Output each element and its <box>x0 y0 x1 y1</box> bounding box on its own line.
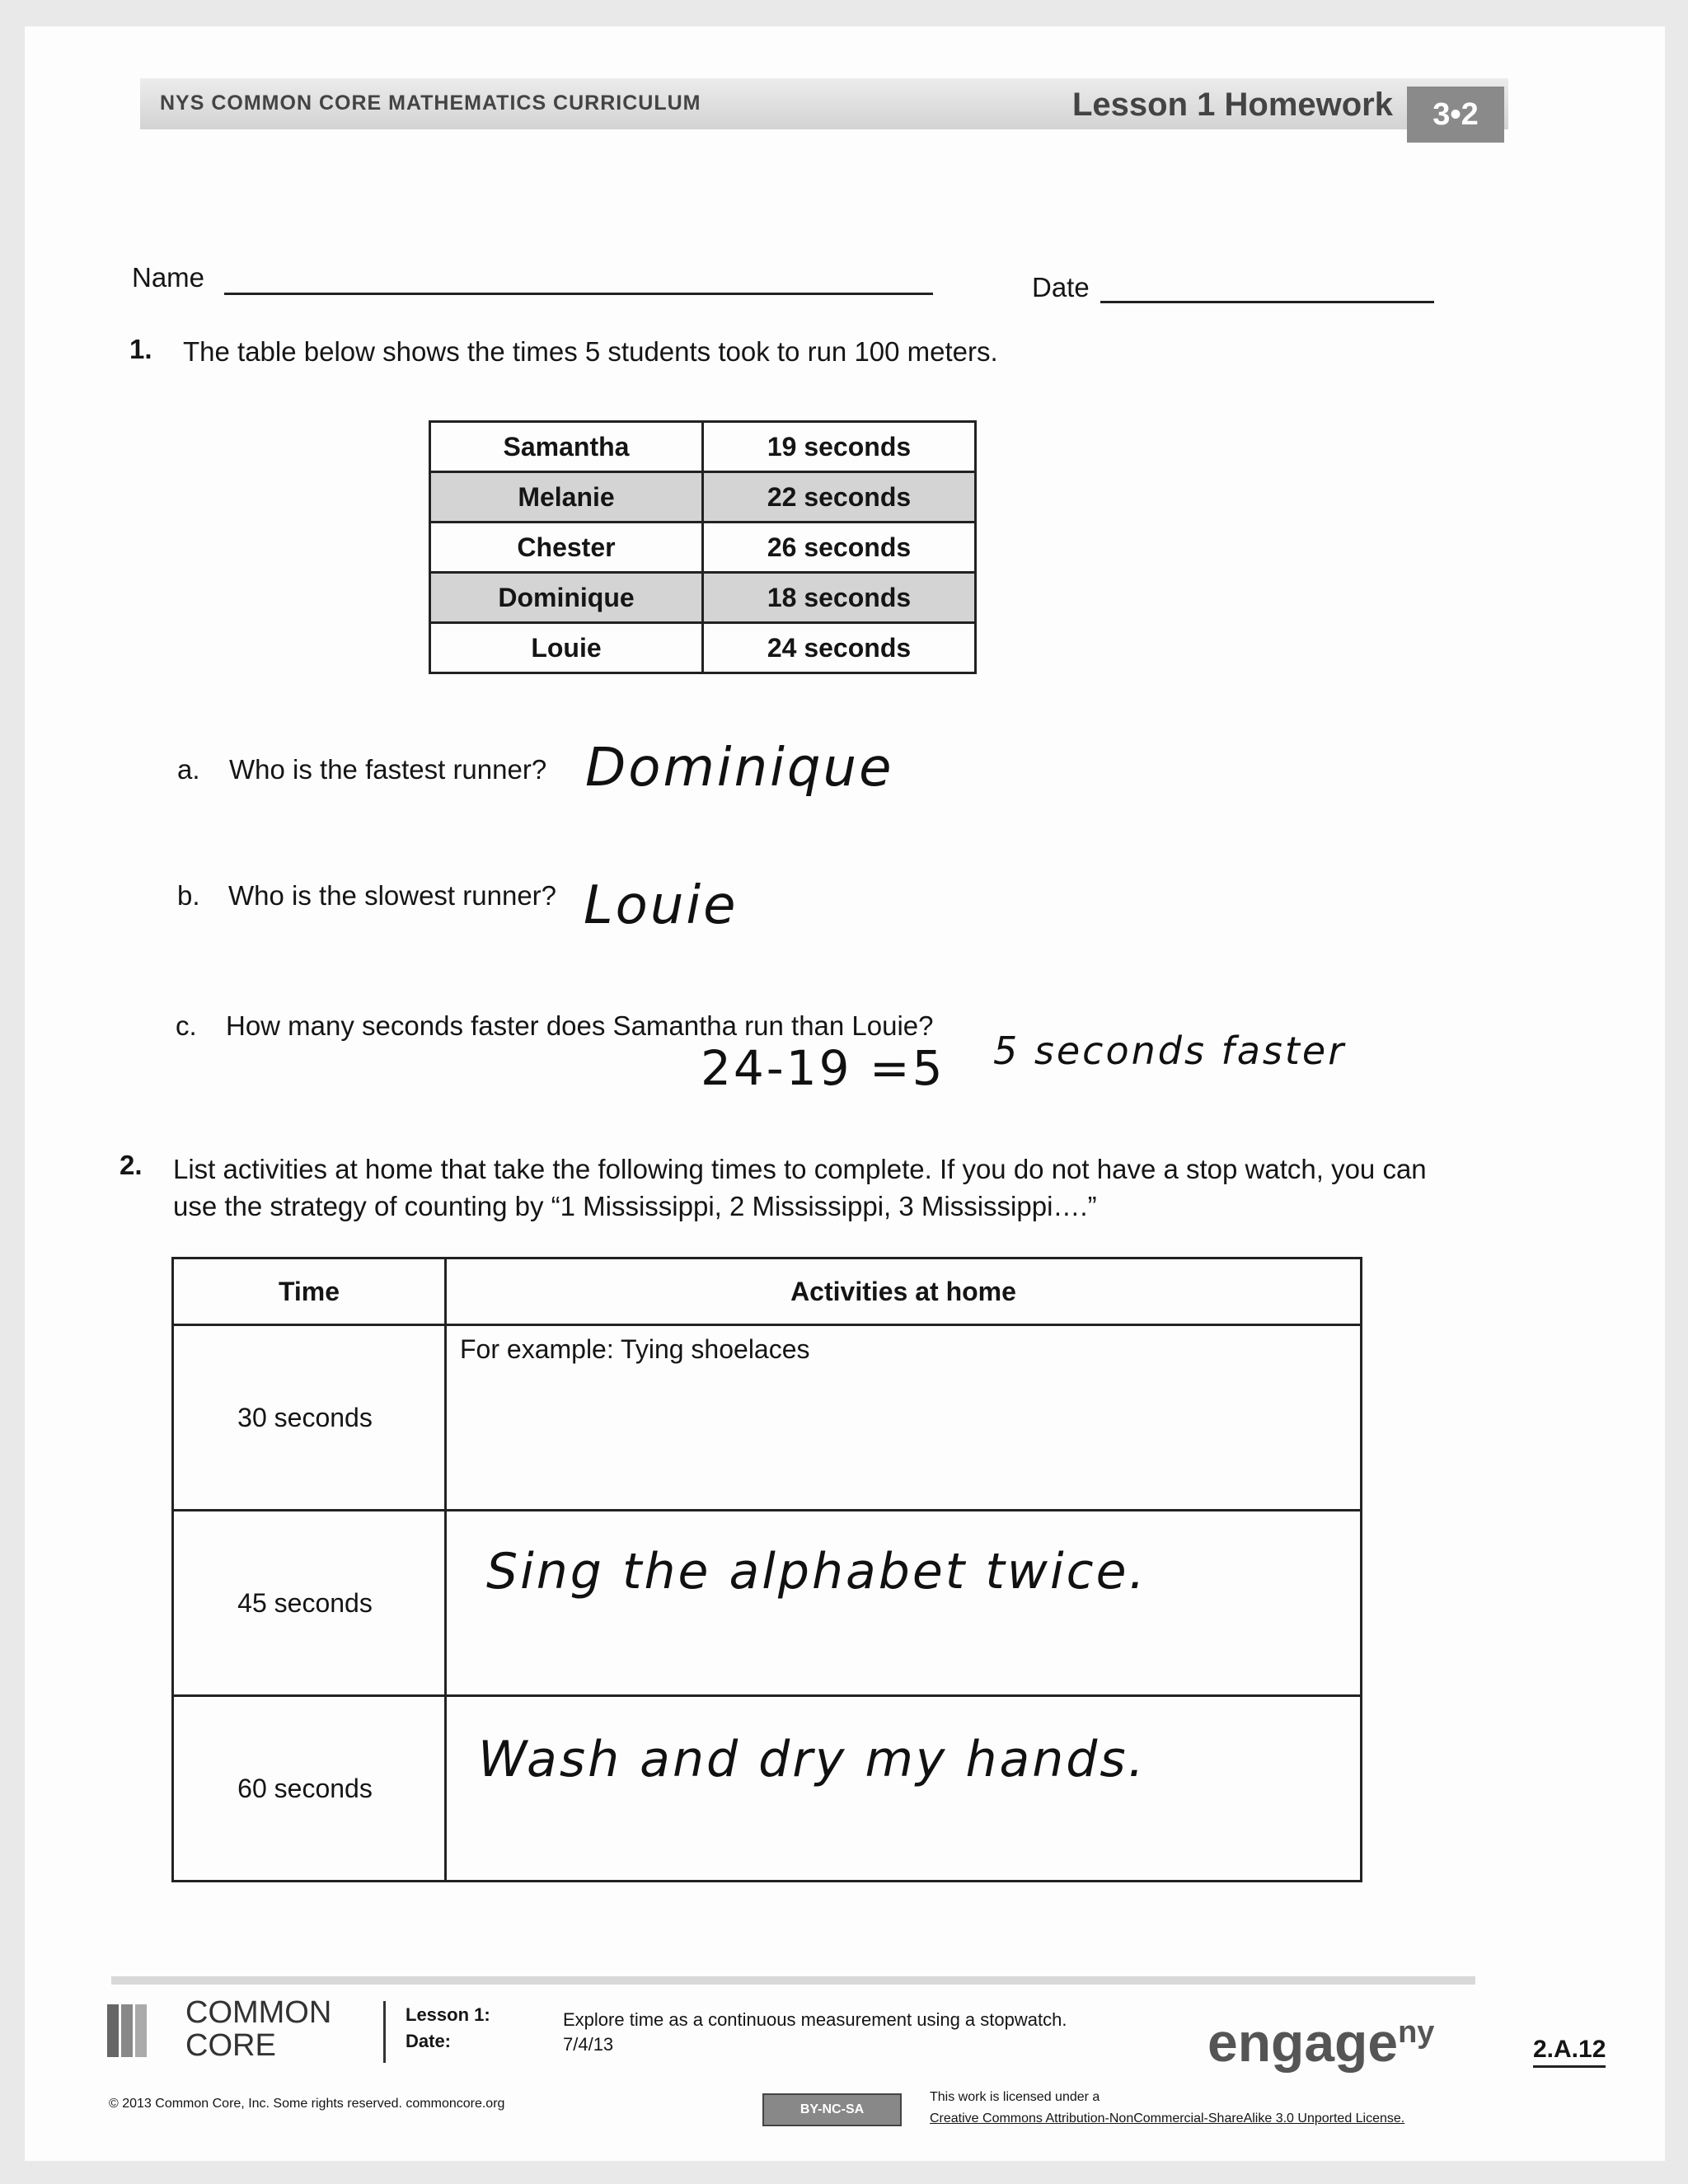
date-field[interactable] <box>1100 301 1434 303</box>
q1-number: 1. <box>129 334 152 364</box>
time-cell: 45 seconds <box>173 1511 446 1696</box>
license-text: This work is licensed under a <box>930 2090 1100 2104</box>
header-bar <box>140 78 1508 129</box>
q1a-question: Who is the fastest runner? <box>229 754 547 785</box>
date-label: Date <box>1032 272 1090 302</box>
q1c-work: 24-19 =5 <box>701 1040 945 1096</box>
footer-date-value: 7/4/13 <box>563 2034 614 2055</box>
activity-45-answer: Sing the alphabet twice. <box>486 1543 1147 1601</box>
runner-name: Dominique <box>430 573 703 623</box>
brand-text: engage <box>1207 2012 1399 2073</box>
activity-cell[interactable] <box>446 1696 1362 1882</box>
module-badge: 3•2 <box>1407 87 1504 143</box>
footer-lesson-label: Lesson 1: <box>406 2004 490 2025</box>
table-row <box>173 1325 1362 1511</box>
footer-divider <box>111 1976 1475 1985</box>
q1c-question: How many seconds faster does Samantha run than Louie? <box>226 1010 934 1041</box>
time-cell: 30 seconds <box>173 1325 446 1511</box>
footer-lesson-desc: Explore time as a continuous measurement using a stopwatch. <box>563 2009 1067 2030</box>
cc-license-icon: BY-NC-SA <box>762 2093 902 2126</box>
runner-time: 18 seconds <box>703 573 976 623</box>
q1c-answer: 5 seconds faster <box>993 1029 1347 1073</box>
table-row <box>430 422 976 472</box>
q1b-answer: Louie <box>584 875 738 936</box>
logo-line2: CORE <box>185 2028 276 2063</box>
logo-line1: COMMON <box>185 1995 332 2030</box>
activities-column-header: Activities at home <box>446 1258 1362 1325</box>
runner-name: Chester <box>430 523 703 573</box>
engageny-logo <box>1207 2011 1434 2074</box>
name-field[interactable] <box>224 293 933 295</box>
q1a-letter: a. <box>177 754 200 785</box>
runner-time: 22 seconds <box>703 472 976 523</box>
q1b-question: Who is the slowest runner? <box>228 880 557 911</box>
activity-example: For example: Tying shoelaces <box>460 1334 810 1364</box>
common-core-logo <box>107 2004 149 2061</box>
table-header-row <box>173 1258 1362 1325</box>
activity-60-answer: Wash and dry my hands. <box>478 1731 1146 1788</box>
q1a-answer: Dominique <box>585 738 894 799</box>
common-core-wordmark <box>185 1996 331 2062</box>
time-column-header: Time <box>173 1258 446 1325</box>
q2-text-line2: use the strategy of counting by “1 Mississippi, 2 Mississippi, 3 Mississippi….” <box>173 1191 1097 1221</box>
table-row <box>430 573 976 623</box>
q1c-letter: c. <box>176 1010 197 1041</box>
name-label: Name <box>132 262 205 293</box>
table-row <box>430 472 976 523</box>
time-cell: 60 seconds <box>173 1696 446 1882</box>
lesson-title: Lesson 1 Homework <box>1071 87 1393 123</box>
runner-time: 19 seconds <box>703 422 976 472</box>
copyright-text: © 2013 Common Core, Inc. Some rights reserved. commoncore.org <box>109 2097 505 2111</box>
table-row <box>173 1696 1362 1882</box>
license-link[interactable]: Creative Commons Attribution-NonCommercial-ShareAlike 3.0 Unported License. <box>930 2111 1405 2125</box>
footer-date-label: Date: <box>406 2031 452 2051</box>
page-code: 2.A.12 <box>1533 2036 1606 2068</box>
runner-time: 26 seconds <box>703 523 976 573</box>
footer-separator <box>383 2001 386 2063</box>
brand-sup: ny <box>1398 2015 1435 2050</box>
curriculum-title: NYS COMMON CORE MATHEMATICS CURRICULUM <box>160 91 701 115</box>
runner-times-table <box>429 420 977 674</box>
runner-name: Louie <box>430 623 703 673</box>
table-row <box>173 1511 1362 1696</box>
q2-number: 2. <box>120 1150 143 1180</box>
activity-cell[interactable] <box>446 1511 1362 1696</box>
runner-name: Melanie <box>430 472 703 523</box>
activity-cell[interactable] <box>446 1325 1362 1511</box>
q1b-letter: b. <box>177 880 200 911</box>
runner-name: Samantha <box>430 422 703 472</box>
table-row <box>430 623 976 673</box>
runner-time: 24 seconds <box>703 623 976 673</box>
q1-text: The table below shows the times 5 students took to run 100 meters. <box>183 336 998 367</box>
table-row <box>430 523 976 573</box>
q2-text-line1: List activities at home that take the following times to complete. If you do not have a stop watch, you can <box>173 1154 1427 1184</box>
